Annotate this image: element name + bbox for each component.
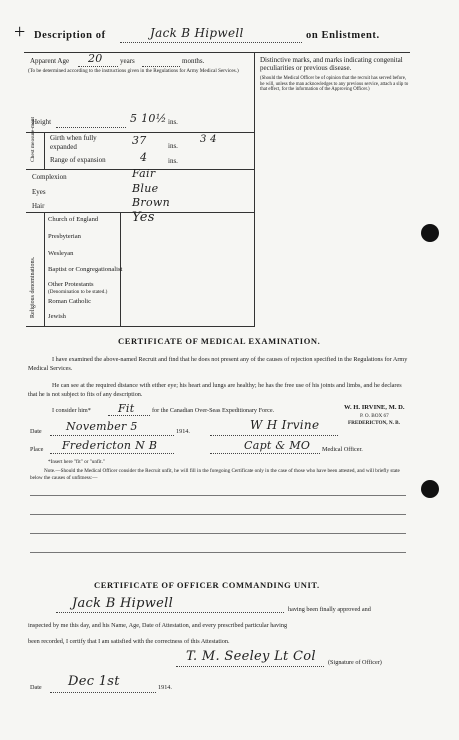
- chest-label-text: Chest measure-ment: [30, 116, 36, 162]
- religion-label-text: Religious denominations.: [30, 256, 36, 318]
- insert-note: *Insert here "fit" or "unfit.": [48, 459, 106, 465]
- range-label: Range of expansion: [50, 156, 106, 164]
- consider-prefix: I consider him*: [52, 407, 91, 414]
- complexion-label: Complexion: [32, 173, 67, 181]
- religion-roman-catholic: Roman Catholic: [48, 298, 92, 305]
- co-year-label: 1914.: [158, 684, 172, 691]
- apparent-age-label: Apparent Age: [30, 57, 70, 65]
- age-years-value: 20: [88, 52, 103, 65]
- corner-mark: +: [14, 21, 26, 43]
- stamp-name: W. H. IRVINE, M. D.: [344, 404, 405, 411]
- place-value: Fredericton N B: [62, 439, 158, 452]
- chest-label: [30, 117, 36, 162]
- commanding-heading: CERTIFICATE OF OFFICER COMMANDING UNIT.: [94, 580, 320, 590]
- co-date-label: Date: [30, 684, 42, 691]
- religion-baptist: Baptist or Congregationalist: [48, 266, 123, 273]
- religion-other-protestants: Other Protestants: [48, 281, 94, 288]
- religion-label: [30, 208, 36, 318]
- unfit-note: Note.—Should the Medical Officer consider the Recruit unfit, he will fill in the foregoing Certificate only in the case of those who have been attested, and will briefly state below the causes of unfitness:—: [30, 468, 400, 481]
- height-value: 5 10½: [130, 112, 167, 125]
- eyes-label: Eyes: [32, 188, 46, 196]
- height-ins-label: ins.: [168, 118, 178, 126]
- range-value: 4: [140, 151, 148, 164]
- religion-jewish: Jewish: [48, 313, 66, 320]
- girth-extra-value: 3 4: [200, 134, 217, 145]
- medical-para-2: He can see at the required distance with either eye; his heart and lungs are healthy; he has the free use of his joints and limbs, and he declares that he is not subject to fits of any description.: [28, 382, 402, 398]
- medical-date-label: Date: [30, 428, 42, 435]
- co-date-value: Dec 1st: [68, 674, 120, 689]
- eyes-value: Blue: [132, 182, 159, 195]
- medical-officer-label: Medical Officer.: [322, 446, 363, 453]
- place-signature: Capt & MO: [244, 439, 311, 452]
- signature-of-officer-label: (Signature of Officer): [328, 659, 382, 666]
- height-label: Height: [32, 118, 52, 126]
- range-ins-label: ins.: [168, 157, 178, 165]
- medical-heading: CERTIFICATE OF MEDICAL EXAMINATION.: [118, 336, 321, 346]
- hair-value: Brown: [132, 196, 170, 209]
- co-recruit-name: Jack B Hipwell: [72, 596, 174, 611]
- place-label: Place: [30, 446, 44, 453]
- months-label: months.: [182, 57, 205, 65]
- co-line-2: inspected by me this day, and his Name, Age, Date of Attestation, and every prescribed particular having: [28, 622, 288, 629]
- medical-signature: W H Irvine: [250, 418, 320, 432]
- religion-church-of-england: Church of England: [48, 216, 99, 223]
- girth-value: 37: [132, 134, 147, 147]
- age-note: (To be determined according to the instructions given in the Regulations for Army Medical Services.): [28, 68, 239, 74]
- stamp-box: P. O. BOX 67: [360, 413, 389, 419]
- religion-value: Yes: [132, 210, 155, 225]
- years-label: years: [120, 57, 135, 65]
- stamp-city: FREDERICTON, N. B.: [348, 420, 400, 426]
- girth-label: Girth when fully expanded: [50, 134, 97, 151]
- hair-label: Hair: [32, 202, 45, 210]
- medical-year-label: 1914.: [176, 428, 190, 435]
- officer-signature: T. M. Seeley Lt Col: [186, 649, 316, 664]
- co-line-1: having been finally approved and: [288, 606, 371, 613]
- distinctive-marks-heading: Distinctive marks, and marks indicating congenital peculiarities or previous disease.: [260, 56, 403, 72]
- religion-wesleyan: Wesleyan: [48, 250, 74, 257]
- consider-value: Fit: [118, 402, 135, 415]
- girth-ins-label: ins.: [168, 142, 178, 150]
- religion-presbyterian: Presbyterian: [48, 233, 81, 240]
- consider-suffix: for the Canadian Over-Seas Expeditionary Force.: [152, 407, 275, 414]
- medical-para-1: I have examined the above-named Recruit and find that he does not present any of the causes of rejection specified in the Regulations for Army Medical Services.: [28, 356, 408, 372]
- distinctive-marks-note: (Should the Medical Officer be of opinion that the recruit has served before, he will, unless the man acknowledges to any previous service, attach a slip to that effect, for the information of the Approving Officer.): [260, 76, 409, 93]
- recruit-name: Jack B Hipwell: [150, 26, 244, 40]
- punch-hole-bottom: [421, 480, 439, 498]
- title-prefix: Description of: [34, 30, 106, 41]
- co-line-3: been recorded, I certify that I am satisfied with the correctness of this Attestation.: [28, 638, 230, 645]
- title-suffix: on Enlistment.: [306, 30, 380, 41]
- punch-hole-top: [421, 224, 439, 242]
- other-protestants-note: (Denomination to be stated.): [48, 289, 108, 295]
- complexion-value: Fair: [132, 167, 156, 180]
- medical-date-value: November 5: [66, 420, 138, 433]
